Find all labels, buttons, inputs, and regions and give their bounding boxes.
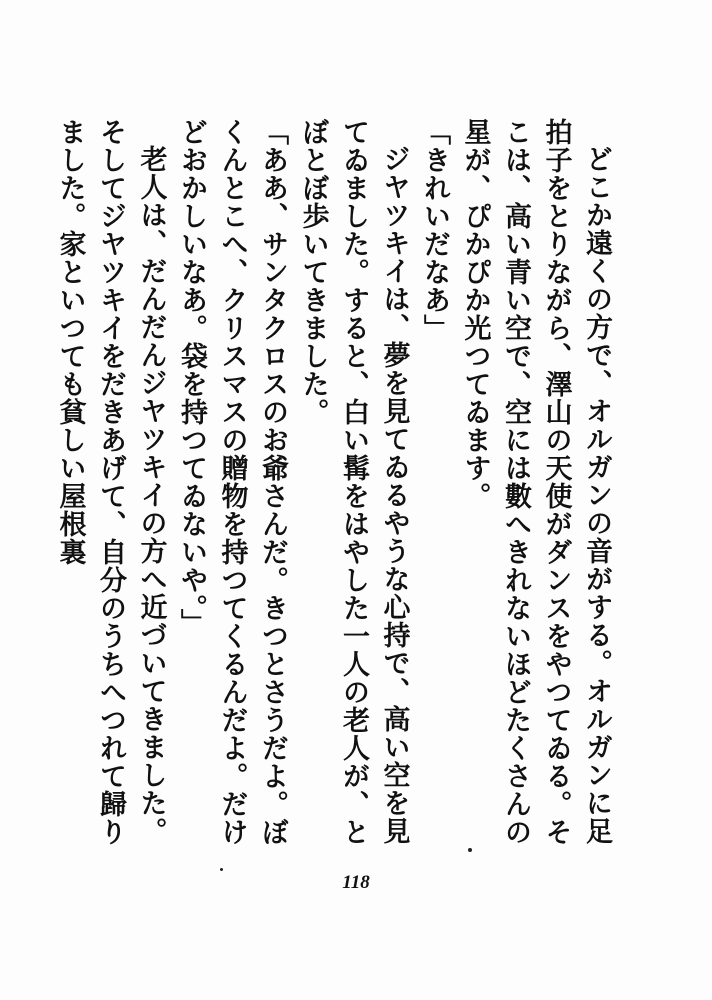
paragraph-2: 「きれいだなあ」: [419, 118, 450, 342]
ink-speck: [220, 868, 223, 871]
paragraph-3: ジヤツキイは、夢を見てゐるやうな心持で、高い空を見てゐました。すると、白い髯をはやした一人の老人が、とぼとぼ歩いてきました。: [297, 118, 410, 846]
paragraph-5: 老人は、だんだんジヤツキイの方へ近づいてきました。そしてジヤツキイをだきあげて、自分のうちへつれて歸りました。家といつても貧しい屋根裏: [54, 118, 167, 846]
paragraph-4: 「ああ、サンタクロスのお爺さんだ。きつとさうだよ。ぼくんとこへ、クリスマスの贈物を持つてくるんだよ。だけどおかしいなあ。袋を持つてゐないや。」: [176, 118, 288, 846]
vertical-text-block: [49, 118, 616, 858]
page-number: 118: [342, 872, 370, 893]
paragraph-1: どこか遠くの方で、オルガンの音がする。オルガンに足拍子をとりながら、澤山の天使がダンスをやつてゐる。そこは、高い青い空で、空には數へきれないほどたくさんの星が、ぴかぴか光つてゐます。: [459, 118, 612, 846]
ink-speck: [468, 848, 472, 852]
